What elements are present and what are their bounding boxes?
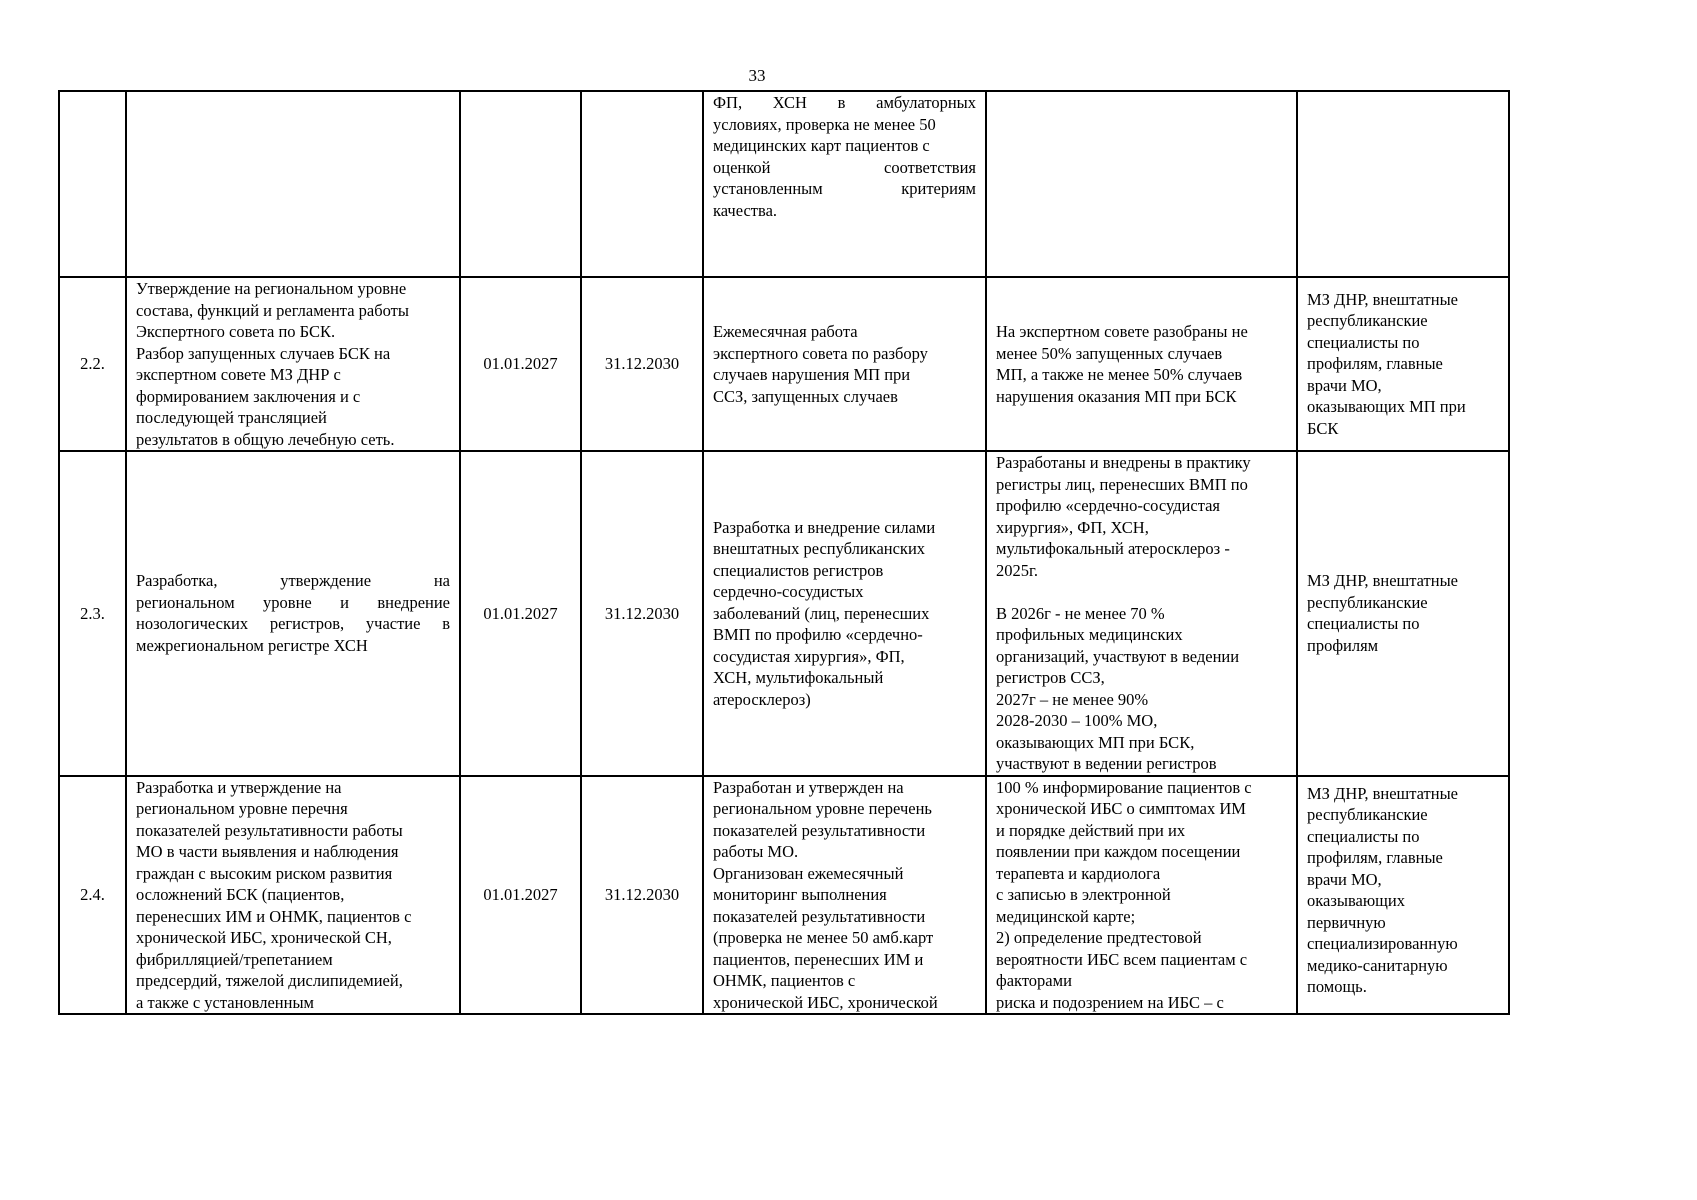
text-line: ОНМК, пациентов с	[713, 971, 856, 990]
text-line: МП, а также не менее 50% случаев	[996, 365, 1243, 384]
text-line: специалисты по	[1307, 614, 1420, 634]
text-line: БСК	[1307, 418, 1339, 438]
text-line: профилям	[1307, 635, 1379, 655]
text-line	[996, 581, 1287, 603]
table-row	[59, 451, 1509, 776]
cell-end-date: 31.12.2030	[581, 776, 703, 1015]
cell-start-date: 01.01.2027	[460, 451, 581, 776]
cell-end-date: 31.12.2030	[581, 277, 703, 451]
cell-start-date: 01.01.2027	[460, 776, 581, 1015]
text-line: ВМП по профилю «сердечно-	[713, 625, 923, 644]
text-line: перенесших ИМ и ОНМК, пациентов с	[136, 906, 412, 926]
text-line: а также с установленным	[136, 992, 314, 1012]
text-line: региональном уровне перечень	[713, 799, 932, 818]
text-line: МЗ ДНР, внештатные	[1307, 783, 1459, 803]
text-line: ХСН, мультифокальный	[713, 668, 884, 687]
table-row	[59, 776, 1509, 1015]
cell-result	[703, 277, 986, 451]
text-line: медико-санитарную	[1307, 955, 1448, 975]
cell-responsible	[1297, 451, 1509, 776]
text-line: и порядке действий при их	[996, 820, 1186, 840]
text-line: МЗ ДНР, внештатные	[1307, 289, 1459, 309]
text-line: пациентов, перенесших ИМ и	[713, 949, 924, 969]
text-line: региональном уровне и внедрение	[136, 592, 450, 612]
text-line: МЗ ДНР, внештатные	[1307, 571, 1459, 591]
text-line: мониторинг выполнения	[713, 885, 887, 904]
cell-number	[59, 91, 126, 277]
text-line: Разработан и утвержден на	[713, 777, 904, 797]
text-line: заболеваний (лиц, перенесших	[713, 603, 930, 623]
text-line: последующей трансляцией	[136, 408, 327, 427]
text-line: Ежемесячная работа	[713, 322, 858, 341]
text-line: показателей результативности работы	[136, 820, 403, 840]
text-line: работы МО.	[713, 842, 799, 861]
text-line: с записью в электронной	[996, 885, 1171, 904]
text-line: фибрилляцией/трепетанием	[136, 949, 333, 969]
plan-table	[58, 90, 1510, 1015]
text-line: Разработка и утверждение на	[136, 777, 342, 797]
cell-start-date	[460, 91, 581, 277]
text-line: МО в части выявления и наблюдения	[136, 842, 399, 861]
text-line: показателей результативности	[713, 906, 926, 926]
cell-result	[703, 451, 986, 776]
text-line: специализированную	[1307, 934, 1458, 953]
text-line: 2028-2030 – 100% МО,	[996, 711, 1158, 730]
cell-indicator	[986, 776, 1297, 1015]
text-line: случаев нарушения МП при	[713, 365, 911, 384]
text-line: хронической ИБС, хронической СН,	[136, 928, 392, 947]
text-line: Разбор запущенных случаев БСК на	[136, 343, 391, 363]
text-line: менее 50% запущенных случаев	[996, 343, 1223, 363]
text-line: медицинских карт пациентов с	[713, 136, 930, 155]
text-line: На экспертном совете разобраны не	[996, 322, 1248, 341]
text-line: оценкой соответствия	[713, 157, 976, 177]
cell-responsible	[1297, 91, 1509, 277]
text-line: профилю «сердечно-сосудистая	[996, 496, 1221, 515]
text-line: специалисты по	[1307, 332, 1420, 352]
text-line: специалисты по	[1307, 826, 1420, 846]
text-line: сердечно-сосудистых	[713, 582, 864, 601]
text-line: врачи МО,	[1307, 869, 1382, 889]
text-line: атеросклероз)	[713, 689, 811, 709]
text-line: помощь.	[1307, 977, 1367, 996]
text-line: республиканские	[1307, 592, 1428, 612]
cell-end-date	[581, 91, 703, 277]
text-line: экспертного совета по разбору	[713, 343, 928, 363]
text-line: профилям, главные	[1307, 848, 1443, 867]
text-line: оказывающих МП при	[1307, 397, 1466, 417]
text-line: состава, функций и регламента работы	[136, 300, 409, 320]
cell-number: 2.4.	[59, 776, 126, 1015]
text-line: формированием заключения и с	[136, 386, 361, 406]
cell-number: 2.2.	[59, 277, 126, 451]
text-line: ССЗ, запущенных случаев	[713, 386, 898, 406]
text-line: экспертном совете МЗ ДНР с	[136, 365, 341, 384]
text-line: республиканские	[1307, 805, 1428, 824]
text-line: внештатных республиканских	[713, 539, 926, 558]
cell-result	[703, 91, 986, 277]
text-line: участвуют в ведении регистров	[996, 754, 1217, 773]
text-line: профилям, главные	[1307, 354, 1443, 374]
cell-activity	[126, 277, 460, 451]
text-line: организаций, участвуют в ведении	[996, 646, 1240, 666]
cell-activity	[126, 776, 460, 1015]
cell-activity	[126, 91, 460, 277]
text-line: оказывающих	[1307, 891, 1405, 910]
text-line: результатов в общую лечебную сеть.	[136, 429, 395, 449]
text-line: установленным критериям	[713, 179, 976, 198]
text-line: Разработка и внедрение силами	[713, 517, 936, 537]
text-line: риска и подозрением на ИБС – с	[996, 992, 1224, 1012]
table-row	[59, 91, 1509, 277]
text-line: мультифокальный атеросклероз -	[996, 539, 1230, 558]
cell-indicator	[986, 277, 1297, 451]
text-line: специалистов регистров	[713, 560, 884, 580]
cell-end-date: 31.12.2030	[581, 451, 703, 776]
cell-start-date: 01.01.2027	[460, 277, 581, 451]
text-line: нарушения оказания МП при БСК	[996, 386, 1237, 406]
text-line: нозологических регистров, участие в	[136, 614, 450, 634]
text-line: медицинской карте;	[996, 906, 1136, 926]
cell-indicator	[986, 91, 1297, 277]
text-line: хронической ИБС о симптомах ИМ	[996, 799, 1246, 818]
text-line: хирургия», ФП, ХСН,	[996, 517, 1149, 537]
text-line: регистров ССЗ,	[996, 668, 1105, 687]
text-line: Разработка, утверждение на	[136, 571, 450, 591]
text-line: качества.	[713, 200, 778, 220]
text-line: профильных медицинских	[996, 625, 1183, 644]
text-line: 2) определение предтестовой	[996, 928, 1202, 947]
cell-indicator	[986, 451, 1297, 776]
text-line: хронической ИБС, хронической	[713, 992, 938, 1012]
text-line: сосудистая хирургия», ФП,	[713, 646, 905, 666]
text-line: предсердий, тяжелой дислипидемией,	[136, 971, 403, 990]
cell-result	[703, 776, 986, 1015]
text-line: В 2026г - не менее 70 %	[996, 603, 1165, 623]
text-line: республиканские	[1307, 311, 1428, 331]
cell-responsible	[1297, 277, 1509, 451]
text-line: появлении при каждом посещении	[996, 842, 1241, 861]
text-line: 100 % информирование пациентов с	[996, 777, 1252, 797]
text-line: межрегиональном регистре ХСН	[136, 635, 368, 655]
text-line: врачи МО,	[1307, 375, 1382, 395]
text-line: оказывающих МП при БСК,	[996, 732, 1195, 752]
text-line: первичную	[1307, 912, 1386, 932]
text-line: вероятности ИБС всем пациентам с	[996, 949, 1248, 969]
text-line: региональном уровне перечня	[136, 799, 348, 818]
text-line: 2027г – не менее 90%	[996, 689, 1149, 709]
text-line: показателей результативности	[713, 820, 926, 840]
text-line: граждан с высоким риском развития	[136, 863, 393, 883]
text-line: терапевта и кардиолога	[996, 863, 1161, 883]
text-line: Экспертного совета по БСК.	[136, 322, 336, 341]
text-line: (проверка не менее 50 амб.карт	[713, 928, 934, 947]
text-line: условиях, проверка не менее 50	[713, 114, 936, 134]
cell-activity	[126, 451, 460, 776]
text-line: 2025г.	[996, 560, 1039, 580]
text-line: ФП, ХСН в амбулаторных	[713, 93, 976, 112]
text-line: Разработаны и внедрены в практику	[996, 453, 1251, 472]
text-line: регистры лиц, перенесших ВМП по	[996, 474, 1248, 494]
text-line: осложнений БСК (пациентов,	[136, 885, 345, 904]
cell-responsible	[1297, 776, 1509, 1015]
text-line: Утверждение на региональном уровне	[136, 279, 407, 298]
text-line: факторами	[996, 971, 1072, 990]
page-number: 33	[748, 66, 766, 85]
cell-number: 2.3.	[59, 451, 126, 776]
table-row	[59, 277, 1509, 451]
text-line: Организован ежемесячный	[713, 863, 904, 883]
